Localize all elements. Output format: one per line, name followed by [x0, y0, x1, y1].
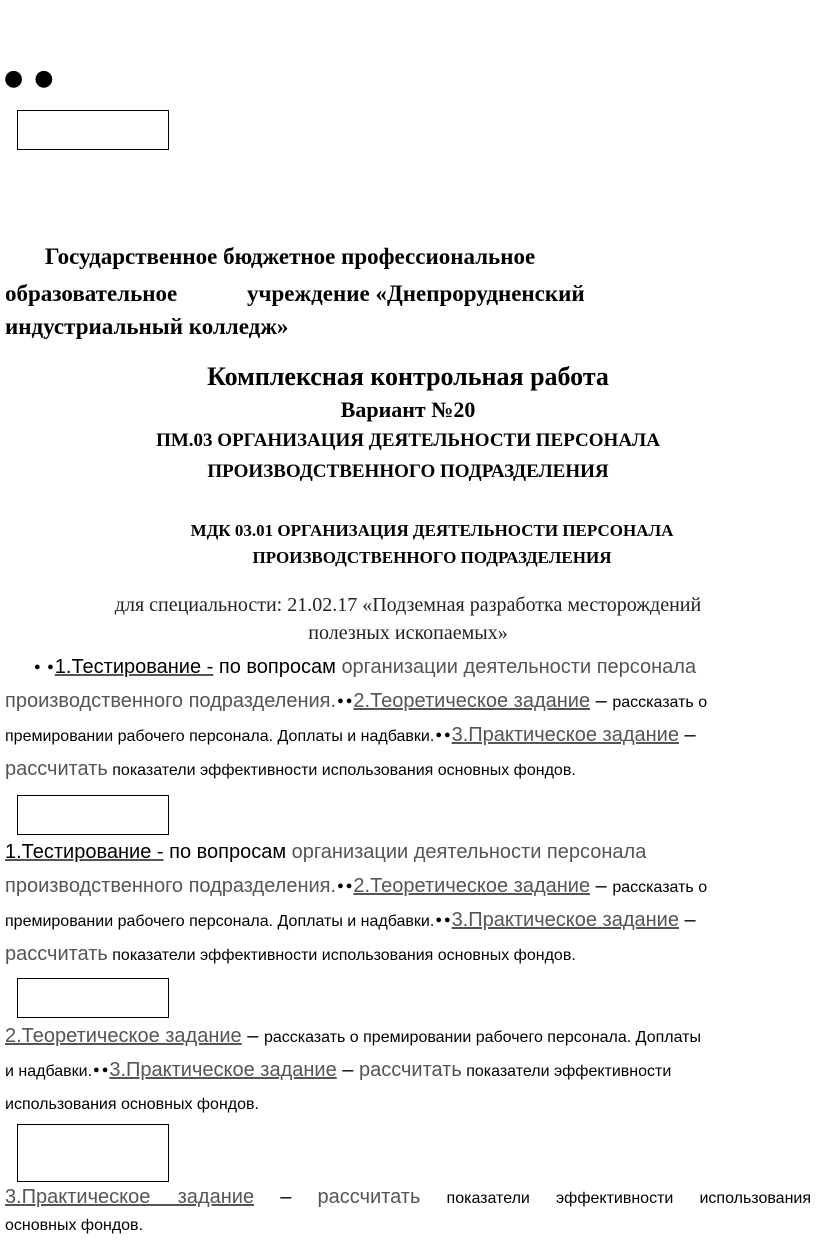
task-2-line-2: премировании рабочего персонала. Доплаты и надбавки. [5, 913, 435, 930]
task-1-rest: организации деятельности персонала [341, 656, 697, 678]
task-block-4: 3.Практическое задание – рассчитать показатели эффективности использования основных фондов. [5, 1186, 812, 1234]
task-2-full: рассказать о премировании рабочего персонала. Доплаты [263, 1029, 701, 1046]
task-3-verb: рассчитать [5, 943, 108, 965]
dash: – [590, 690, 613, 712]
task-3-block-rest: показатели эффективности использования [446, 1190, 812, 1207]
task-1-line-2: производственного подразделения. [5, 690, 337, 712]
task-3-label: 3.Практическое задание [451, 724, 679, 746]
dash: – [678, 909, 696, 931]
task-3-label: 3.Практическое задание [451, 909, 679, 931]
specialty-line-1: для специальности: 21.02.17 «Подземная разработка месторождений [114, 594, 702, 616]
task-1-label: 1.Тестирование - [5, 841, 164, 863]
task-2-label: 2.Теоретическое задание [353, 875, 591, 897]
bullet: ● [443, 914, 451, 926]
dash: – [241, 1025, 264, 1047]
empty-box-3 [17, 978, 169, 1018]
task-3-short: показатели эффективности [461, 1063, 672, 1080]
task-2-label: 2.Теоретическое задание [353, 690, 591, 712]
task-3-verb: рассчитать [358, 1059, 462, 1081]
bullet: ● [337, 695, 344, 707]
mdk-line-2: ПРОИЗВОДСТВЕННОГО ПОДРАЗДЕЛЕНИЯ [252, 548, 612, 567]
bullet: ● [93, 1064, 100, 1076]
task-2-rest: рассказать о [612, 694, 708, 711]
task-1-mid: по вопросам [213, 656, 342, 678]
bullet: ● [34, 661, 41, 673]
empty-box-top [17, 110, 169, 150]
task-3-block-line-2: основных фондов. [5, 1217, 143, 1234]
task-3-rest: показатели эффективности использования основных фондов. [107, 762, 576, 779]
task-1-line-2: производственного подразделения. [5, 875, 337, 897]
bullet: ● [443, 729, 451, 741]
task-block-3 [5, 1020, 815, 1121]
task-2-tail: и надбавки. [5, 1063, 93, 1080]
task-3-label: 3.Практическое задание [5, 1186, 255, 1208]
bullet: ● [435, 729, 442, 741]
bullet: ● [47, 661, 54, 673]
task-1-rest: организации деятельности персонала [291, 841, 647, 863]
bullet: ● [345, 880, 353, 892]
dash: – [590, 875, 613, 897]
dash: – [678, 724, 696, 746]
task-block-1 [5, 651, 815, 787]
page-title: Комплексная контрольная работа [207, 362, 609, 391]
task-3-verb: рассчитать [317, 1186, 421, 1208]
task-3-label: 3.Практическое задание [109, 1059, 337, 1081]
task-1-mid: по вопросам [163, 841, 292, 863]
task-2-rest: рассказать о [612, 879, 708, 896]
dash: – [336, 1059, 359, 1081]
institution-line-2a: образовательное [5, 281, 178, 306]
institution-line-3: индустриальный колледж» [5, 314, 289, 339]
pm-line-2: ПРОИЗВОДСТВЕННОГО ПОДРАЗДЕЛЕНИЯ [207, 461, 609, 482]
task-3-rest: показатели эффективности использования основных фондов. [107, 947, 576, 964]
task-2-label: 2.Теоретическое задание [5, 1025, 242, 1047]
bullet: ● [337, 880, 344, 892]
task-3-verb: рассчитать [5, 758, 108, 780]
empty-box-4 [17, 1124, 169, 1182]
institution-line-1: Государственное бюджетное профессиональное [45, 244, 536, 269]
empty-box-2 [17, 795, 169, 835]
header-bullets: ● ● [4, 66, 56, 91]
specialty-line-2: полезных ископаемых» [308, 622, 508, 644]
bullet: ● [101, 1064, 109, 1076]
pm-line-1: ПМ.03 ОРГАНИЗАЦИЯ ДЕЯТЕЛЬНОСТИ ПЕРСОНАЛА [156, 430, 660, 451]
bullet: ● [435, 914, 442, 926]
task-1-label: 1.Тестирование - [54, 656, 214, 678]
mdk-line-1: МДК 03.01 ОРГАНИЗАЦИЯ ДЕЯТЕЛЬНОСТИ ПЕРСОНАЛА [190, 521, 674, 540]
variant-title: Вариант №20 [340, 397, 476, 422]
task-3-line-3: использования основных фондов. [5, 1096, 259, 1113]
institution-line-2b: учреждение «Днепрорудненский [247, 281, 585, 306]
bullet: ● [345, 695, 353, 707]
task-block-2 [5, 836, 815, 972]
task-2-line-2: премировании рабочего персонала. Доплаты и надбавки. [5, 728, 435, 745]
